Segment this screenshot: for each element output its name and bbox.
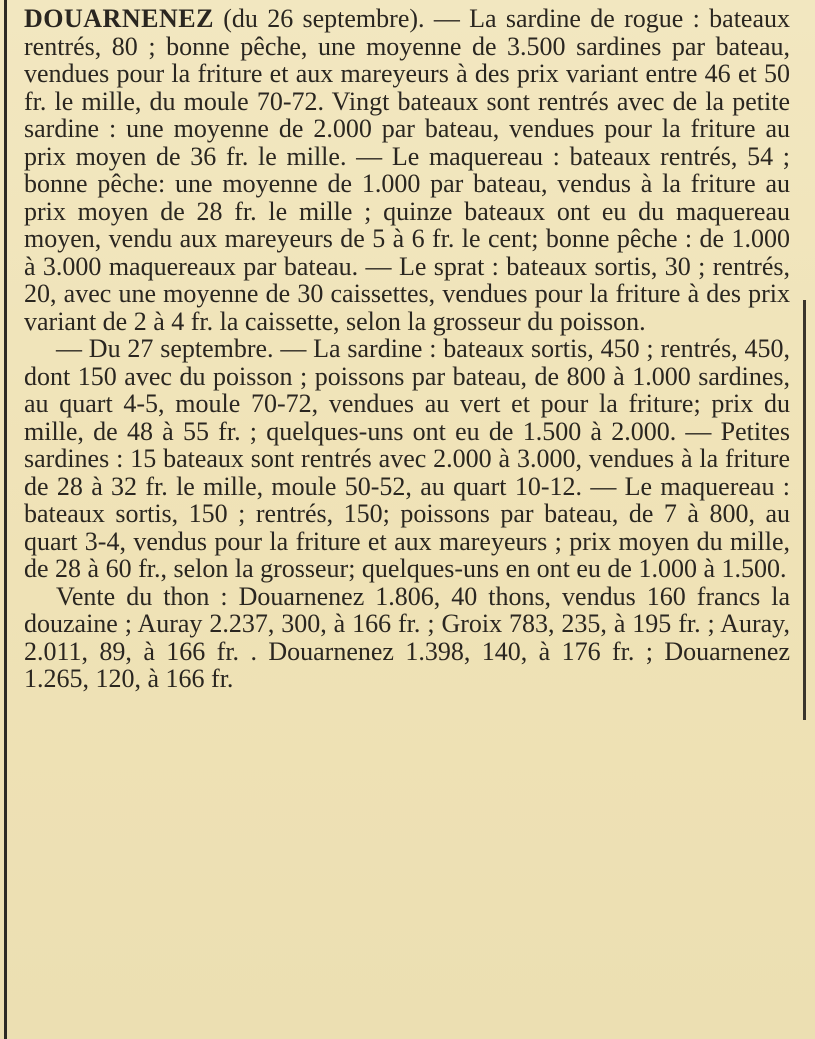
column-rule-right <box>803 300 806 720</box>
column-rule-left <box>4 0 7 1039</box>
paragraph-douarnenez-26 <box>24 5 790 335</box>
article-column <box>24 5 790 693</box>
article-lead: DOUARNENEZ <box>24 4 214 33</box>
paragraph-douarnenez-27: — Du 27 septembre. — La sardine : bateaux sortis, 450 ; rentrés, 450, dont 150 avec du poisson ; poissons par bateau, de 800 à 1.000 sardines, au quart 4-5, moule 70-72, vendues au vert et pour la friture; prix du mille, de 48 à 55 fr. ; quelques-uns ont eu de 1.500 à 2.000. — Petites sardines : 15 bateaux sont rentrés avec 2.000 à 3.000, vendues à la friture de 28 à 32 fr. le mille, moule 50-52, au quart 10-12. — Le maquereau : bateaux sortis, 150 ; rentrés, 150; poissons par bateau, de 7 à 800, au quart 3-4, vendus pour la friture et aux mareyeurs ; prix moyen du mille, de 28 à 60 fr., selon la grosseur; quelques-uns en ont eu de 1.000 à 1.500. <box>24 334 790 583</box>
paragraph-1-text: (du 26 septembre). — La sardine de rogue : bateaux rentrés, 80 ; bonne pêche, une moyenne de 3.500 sardines par bateau, vendues pour la friture et aux mareyeurs à des prix variant entre 46 et 50 fr. le mille, du moule 70-72. Vingt bateaux sont rentrés avec de la petite sardine : une moyenne de 2.000 par bateau, vendues pour la friture au prix moyen de 36 fr. le mille. — Le maquereau : bateaux rentrés, 54 ; bonne pêche: une moyenne de 1.000 par bateau, vendus à la friture au prix moyen de 28 fr. le mille ; quinze bateaux ont eu du maquereau moyen, vendu aux mareyeurs de 5 à 6 fr. le cent; bonne pêche : de 1.000 à 3.000 maquereaux par bateau. — Le sprat : bateaux sortis, 30 ; rentrés, 20, avec une moyenne de 30 caissettes, vendues pour la friture à des prix variant de 2 à 4 fr. la caissette, selon la grosseur du poisson. <box>24 4 791 336</box>
paragraph-vente-thon: Vente du thon : Douarnenez 1.806, 40 thons, vendus 160 francs la douzaine ; Auray 2.237, 300, à 166 fr. ; Groix 783, 235, à 195 fr. ; Auray, 2.011, 89, à 166 fr. . Douarnenez 1.398, 140, à 176 fr. ; Douarnenez 1.265, 120, à 166 fr. <box>24 581 790 693</box>
